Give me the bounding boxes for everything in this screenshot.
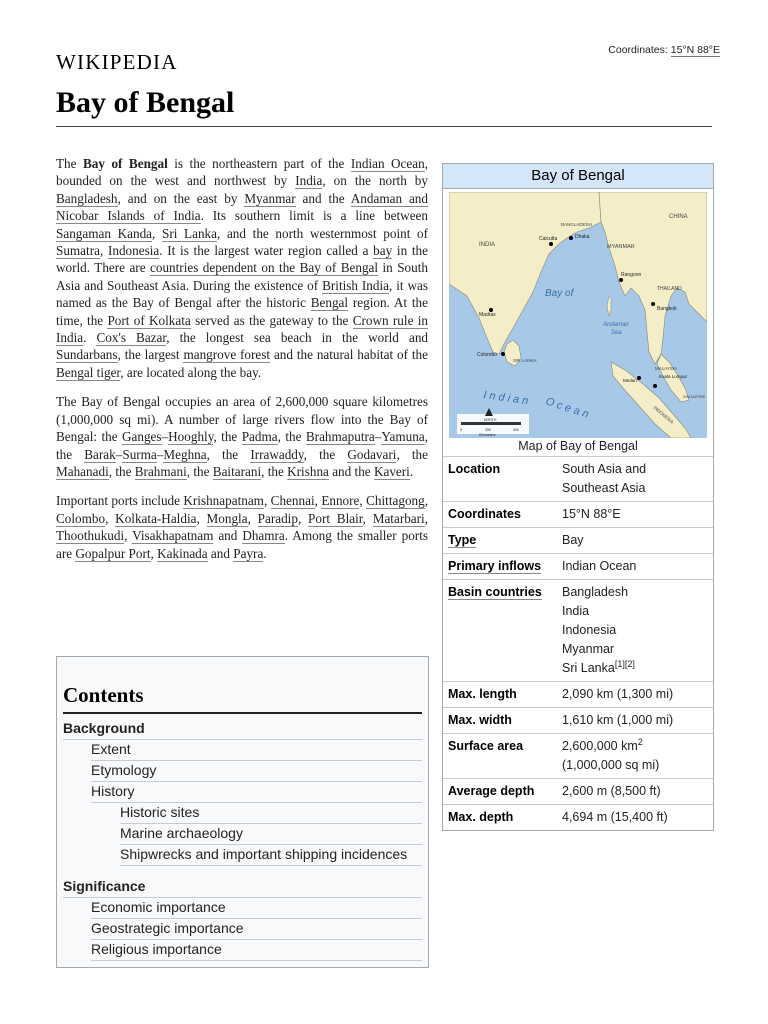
infobox-value-line (562, 531, 713, 550)
infobox-value-text: Indian Ocean (562, 559, 637, 573)
map-label-india: INDIA (479, 242, 496, 248)
article-text: , the (206, 446, 251, 462)
map-label-madras: Madras (479, 312, 496, 318)
infobox-value (556, 737, 713, 775)
article-link[interactable]: Andaman and Nicobar Islands of India (56, 190, 428, 224)
infobox-value-text: 1,610 km (1,000 mi) (562, 713, 674, 727)
map-scale-0: 0 (460, 428, 462, 432)
infobox-label (443, 808, 556, 827)
article-link[interactable]: Dhamra (242, 528, 285, 544)
unit-superscript: 2 (637, 736, 643, 747)
article-link[interactable]: Indonesia (107, 243, 160, 259)
article-body (56, 155, 428, 574)
article-text: and the natural habitat of the (270, 347, 428, 363)
article-link[interactable]: Gopalpur Port (75, 545, 151, 561)
infobox-row (443, 502, 713, 528)
article-text: , (297, 510, 309, 526)
infobox-value-line (562, 685, 713, 704)
infobox-value-line (562, 640, 713, 659)
toc-item[interactable]: Etymology (91, 762, 422, 782)
article-link[interactable]: Thoothukudi (56, 528, 125, 544)
article-text: , (150, 545, 158, 561)
infobox-label[interactable] (443, 557, 556, 576)
article-link[interactable]: Kolkata-Haldia (115, 510, 197, 526)
article-link[interactable]: Visakhapatnam (132, 528, 214, 544)
article-link[interactable]: Mahanadi (56, 463, 109, 479)
article-text: – (374, 429, 382, 445)
wikipedia-wordmark[interactable]: WIKIPEDIA (56, 50, 178, 74)
infobox-label-text: Average depth (448, 784, 535, 798)
article-link[interactable]: Padma (241, 429, 278, 445)
article-text: , the largest (117, 347, 184, 363)
infobox-value-text: South Asia and (562, 462, 647, 476)
infobox-value-line: (1,000,000 sq mi) (562, 758, 660, 772)
infobox-value-line (562, 659, 713, 678)
infobox-row (443, 528, 713, 554)
infobox-label-text: Location (448, 462, 501, 476)
infobox-row (443, 554, 713, 580)
map-label-bangkok: Bangkok (657, 306, 677, 312)
map-label-andaman: Andaman (603, 322, 629, 328)
article-text: , the (303, 446, 348, 462)
infobox-label-text: Max. width (448, 713, 512, 727)
infobox-label[interactable] (443, 583, 556, 678)
article-text: , (359, 493, 367, 509)
map-label-thailand: THAILAND (657, 286, 682, 292)
article-text: , (152, 225, 162, 241)
infobox-value-line (562, 737, 713, 756)
infobox-row (443, 682, 713, 708)
coordinates-link[interactable]: 15°N 88°E (670, 44, 720, 56)
article-link[interactable]: Bengal tiger (56, 364, 121, 380)
map-label-colombo: Colombo (477, 352, 498, 358)
infobox-title: Bay of Bengal (443, 164, 713, 189)
map-dot-medan (637, 376, 641, 380)
map-label-kuala-lumpur: Kuala Lumpur (659, 374, 688, 379)
article-link[interactable]: Bangladesh (56, 190, 118, 206)
infobox-value-line (562, 782, 713, 801)
article-text: , (99, 243, 108, 259)
article-text: . (263, 545, 267, 561)
article-link[interactable]: Cox's Bazar (96, 330, 167, 346)
article-text: , (314, 493, 322, 509)
infobox-value (556, 531, 713, 550)
infobox-value-text: Southeast Asia (562, 481, 646, 495)
reference-link[interactable]: [1][2] (614, 658, 635, 669)
map-dot-dhaka (569, 236, 573, 240)
article-text: , on the north by (322, 173, 428, 189)
article-link[interactable]: Chittagong (366, 493, 425, 509)
coordinates-indicator (608, 44, 720, 56)
infobox-value (556, 711, 713, 730)
article-link[interactable]: Chennai (270, 493, 315, 509)
article-link[interactable]: bay (373, 243, 393, 259)
article-link[interactable]: Kakinada (157, 545, 208, 561)
infobox-row (443, 805, 713, 830)
article-link[interactable]: Bengal (310, 295, 349, 311)
article-link[interactable]: Mongla (206, 510, 248, 526)
article-link[interactable]: Crown rule in India (56, 312, 428, 346)
article-link[interactable]: Port of Kolkata (107, 312, 191, 328)
article-link[interactable]: Surma (122, 446, 157, 462)
article-link[interactable]: Sangaman Kanda (56, 225, 153, 241)
infobox-value (556, 557, 713, 576)
infobox-value-line (562, 505, 713, 524)
article-text: region. At the time, the (56, 295, 428, 328)
article-text: and the (295, 190, 351, 206)
map-label-medan: Medan (623, 378, 637, 383)
article-text: , the (186, 463, 213, 479)
map-scale-unit: Kilometers (479, 433, 496, 437)
infobox-value-text: 15°N 88°E (562, 507, 621, 521)
article-link[interactable]: Paradip (257, 510, 298, 526)
article-text: – (156, 446, 164, 462)
article-text: served as the gateway to the (190, 312, 353, 328)
map-label-malaysia: MALAYSIA (655, 366, 678, 371)
map-label-sri-lanka: SRI LANKA (513, 358, 537, 363)
article-text: , the (396, 446, 428, 462)
article-text: . (83, 330, 97, 346)
contents-heading: Contents (63, 683, 422, 714)
infobox-value-line (562, 602, 713, 621)
page-title: Bay of Bengal (56, 86, 235, 119)
article-link[interactable]: Meghna (163, 446, 207, 462)
article-text: The (56, 156, 83, 171)
infobox-label (443, 505, 556, 524)
article-text: and the (328, 463, 374, 479)
article-link[interactable]: Kaveri (373, 463, 410, 479)
toc-item[interactable]: Marine archaeology (120, 825, 422, 845)
infobox-row (443, 708, 713, 734)
map-label-china: CHINA (669, 214, 688, 220)
infobox-label (443, 737, 556, 775)
article-text: , it was named as the Bay of Bengal after the historic (56, 277, 428, 311)
article-bold-term: Bay of Bengal (83, 156, 168, 171)
infobox-value-text: 2,600,000 km (562, 739, 638, 753)
infobox-label-text: Max. depth (448, 810, 514, 824)
infobox-value (556, 808, 713, 827)
map-dot-kuala-lumpur (653, 384, 657, 388)
infobox-row (443, 779, 713, 805)
infobox-label-text: Max. length (448, 687, 517, 701)
infobox-value-line (562, 479, 713, 498)
infobox-row (443, 457, 713, 502)
map-label-north: NORTH (484, 418, 497, 422)
infobox-label-text: Coordinates (448, 507, 521, 521)
article-link[interactable]: India (295, 173, 323, 189)
infobox-value-line (562, 583, 713, 602)
map-label-rangoon: Rangoon (621, 272, 642, 278)
infobox-row (443, 734, 713, 779)
infobox-value-line (562, 808, 713, 827)
article-text: , the (277, 429, 306, 445)
article-text: in South Asia and Southeast Asia. During the existence of (56, 260, 428, 293)
toc-list (57, 720, 428, 961)
infobox-label-text: Surface area (448, 739, 524, 753)
infobox-value-text: Bay (562, 533, 584, 547)
infobox-value-text: Sri Lanka (562, 661, 615, 675)
article-text: , (424, 510, 429, 526)
map-label-myanmar: MYANMAR (607, 244, 635, 250)
article-link[interactable]: mangrove forest (183, 347, 271, 363)
infobox-label (443, 711, 556, 730)
map-scale-250: 250 (485, 428, 491, 432)
map-label-bay-of: Bay of (545, 288, 574, 299)
article-link[interactable]: British India (322, 277, 390, 293)
map-scale-bar (461, 422, 521, 425)
article-text: – (115, 446, 123, 462)
toc-item[interactable]: Geostrategic importance (91, 920, 422, 940)
infobox-value (556, 505, 713, 524)
infobox-value-text: 4,694 m (15,400 ft) (562, 810, 668, 824)
infobox-value-line (562, 557, 713, 576)
article-link[interactable]: Ganges (121, 429, 162, 445)
table-of-contents (56, 656, 429, 968)
infobox-value-text: 2,600 m (8,500 ft) (562, 784, 661, 798)
infobox-rows (443, 457, 713, 830)
article-text: Important ports include (56, 493, 184, 509)
article-text: The Bay of Bengal occupies an area of 2,600,000 square kilometres (1,000,000 sq mi). A number of large rivers flow into the Bay of Bengal: the (56, 394, 428, 445)
article-text: , bounded on the west and northwest by (56, 156, 429, 189)
article-link[interactable]: Sumatra (56, 243, 100, 259)
map-label-indian: I n d i a n (482, 389, 530, 408)
article-text: , and on the east by (117, 190, 245, 206)
infobox-value-text: Bangladesh (562, 585, 629, 599)
map-label-dhaka: Dhaka (575, 234, 590, 240)
toc-item[interactable]: Extent (91, 741, 422, 761)
article-link[interactable]: Colombo (56, 510, 106, 526)
article-text: , (124, 528, 133, 544)
toc-item[interactable]: Background (63, 720, 422, 740)
article-text: and (213, 528, 243, 544)
article-link[interactable]: Brahmaputra (305, 429, 375, 445)
map-label-bangladesh: BANGLADESH (561, 222, 592, 227)
article-paragraph (56, 492, 428, 562)
article-paragraph (56, 393, 428, 480)
article-link[interactable]: Hooghly (168, 429, 214, 445)
article-text: , (105, 510, 116, 526)
toc-item[interactable]: Historic sites (120, 804, 422, 824)
article-text: , the (261, 463, 288, 479)
article-text: , (424, 493, 429, 509)
map-label-sea: Sea (611, 330, 622, 336)
article-text: in the world. There are (56, 243, 428, 276)
article-link[interactable]: Krishnapatnam (183, 493, 264, 509)
article-link[interactable]: Port Blair (308, 510, 363, 526)
article-text: – (161, 429, 169, 445)
article-link[interactable]: Ennore (321, 493, 360, 509)
map-label-ocean: O c e a n (544, 395, 591, 421)
infobox-label (443, 460, 556, 498)
infobox-value (556, 685, 713, 704)
map-dot-rangoon (619, 278, 623, 282)
infobox-value-line (562, 621, 713, 640)
title-divider (56, 126, 712, 127)
toc-item[interactable]: History (91, 783, 422, 803)
toc-item[interactable]: Religious importance (91, 941, 422, 961)
article-paragraph (56, 155, 428, 381)
article-link[interactable]: Irrawaddy (250, 446, 304, 462)
map-dot-calcutta (549, 242, 553, 246)
article-text: , the (56, 429, 428, 462)
infobox-label (443, 782, 556, 801)
infobox-label-text[interactable]: Type (448, 533, 477, 547)
article-link[interactable]: Barak (84, 446, 116, 462)
map-caption: Map of Bay of Bengal (443, 438, 713, 457)
article-link[interactable]: Indian Ocean (350, 156, 425, 171)
infobox-value-text: India (562, 604, 590, 618)
map-label-singapore: SINGAPORE (683, 395, 706, 399)
infobox-value (556, 460, 713, 498)
article-text: , the (213, 429, 242, 445)
infobox-value-line (562, 711, 713, 730)
infobox-row (443, 580, 713, 682)
bay-of-bengal-map[interactable] (449, 192, 707, 438)
toc-item[interactable]: Shipwrecks and important shipping incidences (120, 846, 422, 866)
infobox-label[interactable] (443, 531, 556, 550)
infobox-value-line (562, 460, 713, 479)
article-text: , and the north westernmost point of (217, 225, 429, 241)
article-link[interactable]: Yamuna (381, 429, 425, 445)
article-link[interactable]: Matarbari (372, 510, 425, 526)
infobox-label (443, 685, 556, 704)
article-text: , (362, 510, 373, 526)
infobox-value (556, 782, 713, 801)
article-link[interactable]: Sri Lanka (161, 225, 217, 241)
article-text: is the northeastern part of the (167, 156, 351, 171)
infobox-label-text[interactable]: Basin countries (448, 585, 542, 599)
toc-item[interactable]: Significance (63, 878, 422, 898)
article-link[interactable]: Baitarani (212, 463, 262, 479)
article-text: . Its southern limit is a line between (200, 208, 428, 224)
article-text: , (263, 493, 271, 509)
article-text: . It is the largest water region called a (159, 243, 374, 259)
article-link[interactable]: Payra (233, 545, 264, 561)
article-link[interactable]: Krishna (287, 463, 329, 479)
article-link[interactable]: Sundarbans (56, 347, 118, 363)
map-scale-500: 500 (513, 428, 519, 432)
article-link[interactable]: Brahmani (134, 463, 187, 479)
article-text: , the (108, 463, 135, 479)
toc-item[interactable]: Economic importance (91, 899, 422, 919)
article-link[interactable]: countries dependent on the Bay of Bengal (150, 260, 379, 276)
coordinates-label: Coordinates: (608, 44, 671, 56)
map-label-calcutta: Calcutta (539, 236, 558, 242)
infobox-value-text: Indonesia (562, 623, 617, 637)
infobox-value (556, 583, 713, 678)
article-text: , (247, 510, 258, 526)
article-text: . Among the smaller ports are (56, 528, 428, 561)
infobox-label-text[interactable]: Primary inflows (448, 559, 542, 573)
infobox (442, 163, 714, 831)
map-dot-bangkok (651, 302, 655, 306)
article-text: , (196, 510, 207, 526)
infobox-value-text: Myanmar (562, 642, 615, 656)
infobox-value-text: 2,090 km (1,300 mi) (562, 687, 674, 701)
map-dot-colombo (501, 352, 505, 356)
map-label-indonesia: INDONESIA (652, 404, 675, 425)
article-link[interactable]: Godavari (347, 446, 397, 462)
article-text: , the longest sea beach in the world and (166, 330, 429, 346)
article-link[interactable]: Myanmar (244, 190, 296, 206)
article-text: and (207, 545, 234, 561)
article-text: , are located along the bay. (120, 364, 262, 380)
article-text: . (409, 463, 414, 479)
